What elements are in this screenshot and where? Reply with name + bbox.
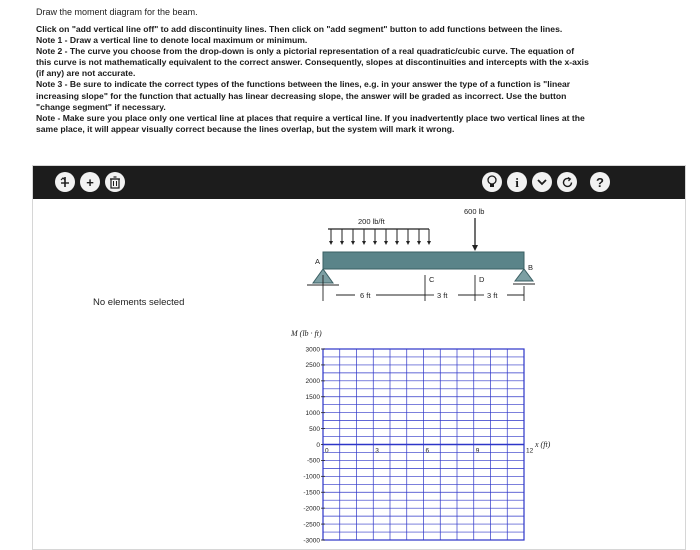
info-icon: i [515,174,519,190]
moment-chart[interactable] [303,346,533,544]
y-tick-label: -500 [306,457,320,465]
instruction-line: this curve is not mathematically equivalent to the correct answer. Consequently, slopes at discontinuities and intercepts with the x-axis [36,57,589,68]
point-a-label: A [315,257,321,266]
instruction-line: Note - Make sure you place only one vertical line at places that require a vertical line. If you inadvertently place two vertical lines at the [36,112,585,123]
y-tick-label: -3000 [303,537,320,545]
beam [323,252,524,269]
y-tick-label: -1500 [303,489,320,497]
y-tick-label: 2000 [305,378,320,386]
span-label: 6 ft [360,291,371,300]
distributed-load-label: 200 lb/ft [358,217,385,226]
instruction-line: Note 3 - Be sure to indicate the correct types of the functions between the lines, e.g. in your answer the type of a function is "linear [36,79,571,90]
x-axis-label: x (ft) [535,440,551,449]
point-load-label: 600 lb [464,207,485,216]
instruction-line: Note 1 - Draw a vertical line to denote local maximum or minimum. [36,35,308,46]
span-label: 3 ft [437,291,448,300]
y-tick-label: -2500 [303,521,320,529]
x-tick-label: 9 [475,447,480,455]
instruction-line: Click on "add vertical line off" to add discontinuity lines. Then click on "add segment" button to add functions between the lines. [36,24,563,34]
y-tick-label: 1500 [305,394,320,402]
instruction-line: same place, it will appear visually correct because the lines overlap, but the system will mark it wrong. [36,123,455,134]
point-b-label: B [528,263,534,272]
x-tick-label: 12 [526,447,534,455]
instruction-line: "change segment" if necessary. [36,101,166,112]
y-tick-label: 0 [316,441,320,449]
selection-status: No elements selected [93,297,185,308]
x-tick-label: 0 [325,447,329,455]
x-tick-label: 6 [425,447,430,455]
instruction-line: (if any) are not accurate. [36,68,136,79]
drawing-tool [32,165,686,550]
y-tick-label: 500 [309,425,320,433]
x-tick-label: 3 [375,447,379,455]
point-c-label: C [429,275,435,284]
instructions [36,24,686,135]
y-tick-label: -2000 [303,505,320,513]
help-icon: ? [596,174,604,190]
y-tick-label: 1000 [305,409,320,417]
point-d-label: D [479,275,485,284]
y-axis-label: M (lb · ft) [291,329,322,338]
y-tick-label: 3000 [305,346,320,354]
instruction-line: increasing slope" for the function that actually has linear decreasing slope, the answer will be graded as incorrect. Use the button [36,90,567,101]
distributed-load-arrows [331,229,429,244]
plus-icon: + [86,174,94,190]
instruction-line: Note 2 - The curve you choose from the drop-down is only a pictorial representation of a real quadratic/cubic curve. The equation of [36,46,575,57]
span-label: 3 ft [487,291,498,300]
beam-diagram [33,166,685,549]
question-title: Draw the moment diagram for the beam. [36,7,198,17]
y-tick-label: -1000 [303,473,320,481]
y-tick-label: 2500 [305,362,320,370]
